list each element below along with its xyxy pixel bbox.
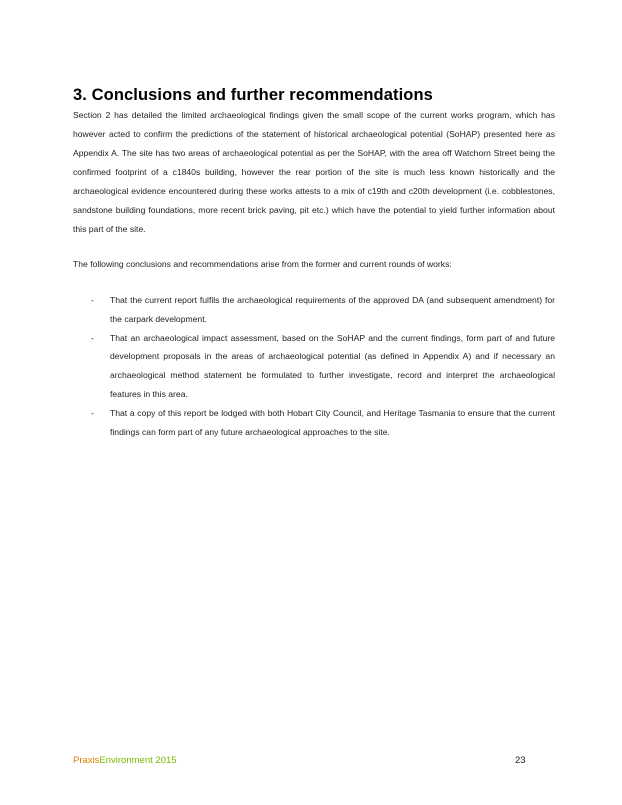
recommendation-text: That an archaeological impact assessment, based on the SoHAP and the current findings, form part of and future development proposals in the areas of archaeological potential (as defined in Appendix A) and if necessary an archaeological method statement be formulated to further investigate, record and interpret the archaeological features in this area. [110, 332, 555, 399]
footer-brand [73, 754, 177, 768]
list-dash-marker: - [91, 295, 94, 305]
recommendation-item [91, 404, 555, 442]
recommendations-list [91, 291, 555, 441]
recommendation-text: That the current report fulfils the archaeological requirements of the approved DA (and subsequent amendment) for the carpark development. [110, 295, 555, 324]
list-dash-marker: - [91, 332, 94, 343]
page-number: 23 [515, 755, 526, 766]
section-heading: 3. Conclusions and further recommendations [73, 86, 433, 104]
intro-paragraph: Section 2 has detailed the limited archaeological findings given the small scope of the current works program, which has however acted to confirm the predictions of the statement of historical archaeological potential (SoHAP) presented here as Appendix A. The site has two areas of archaeological potential as per the SoHAP, with the area off Watchorn Street being the confirmed footprint of a c1840s building, however the rear portion of the site is much less known historically and the archaeological evidence encountered during these works attests to a mix of c19th and c20th development (i.e. cobblestones, sandstone building foundations, more recent brick paving, pit etc.) which have the potential to yield further information about this part of the site. [73, 110, 555, 234]
recommendation-item [91, 329, 555, 404]
brand-name-environment: Environment [99, 755, 153, 766]
list-dash-marker: - [91, 407, 94, 418]
recommendations-lead-paragraph: The following conclusions and recommendations arise from the former and current rounds of works: [73, 259, 452, 269]
recommendation-text: That a copy of this report be lodged with both Hobart City Council, and Heritage Tasmania to ensure that the current findings can form part of any future archaeological approaches to the site. [110, 407, 555, 437]
footer-year: 2015 [155, 755, 177, 766]
brand-name-praxis: Praxis [73, 755, 100, 766]
recommendation-item [91, 291, 555, 329]
